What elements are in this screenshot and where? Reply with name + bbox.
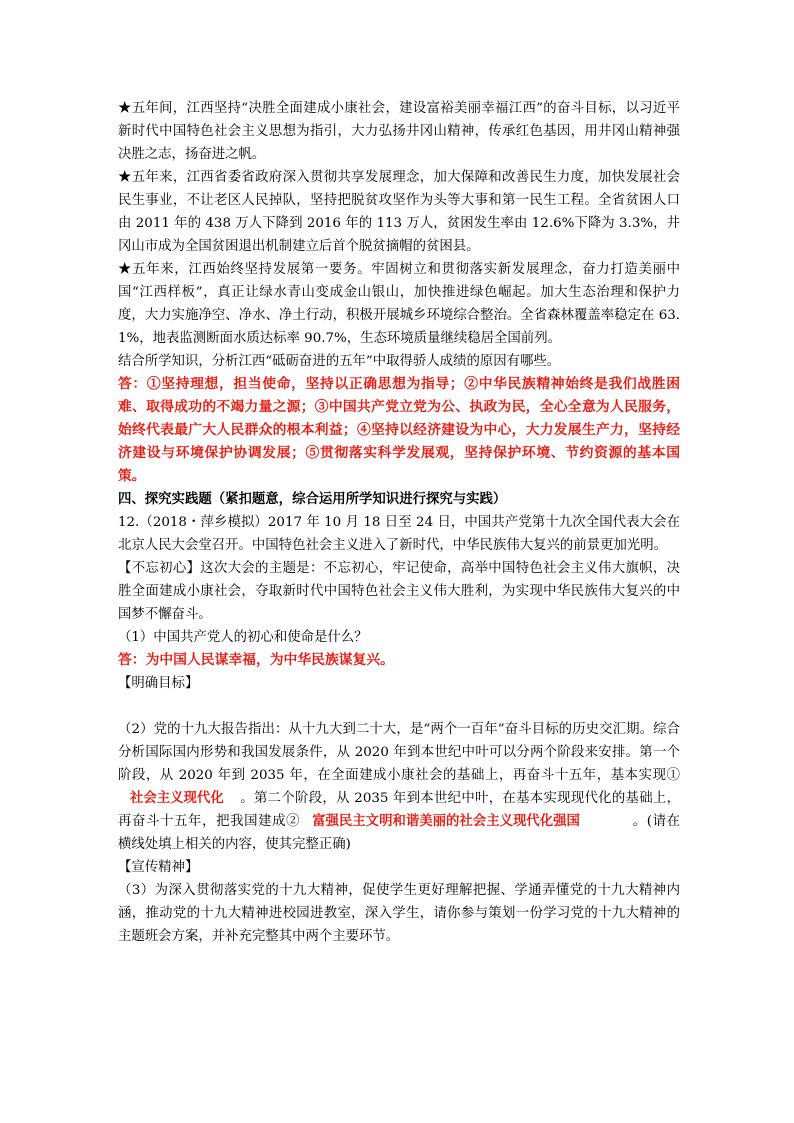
question-12-theme: 【不忘初心】这次大会的主题是：不忘初心，牢记使命，高举中国特色社会主义伟大旗帜，决胜全面建成小康社会，夺取新时代中国特色社会主义伟大胜利，为实现中华民族伟大复兴的中国梦不懈奋斗。 [118, 561, 680, 622]
question-prompt: 结合所学知识，分析江西“砥砺奋进的五年”中取得骄人成绩的原因有哪些。 [118, 354, 561, 369]
fill-blank-1-answer: 社会主义现代化 [130, 790, 224, 806]
sub-question-1: （1）中国共产党人的初心和使命是什么？ [118, 630, 368, 645]
sub-question-2-part-c: 。(请在横线处填上相关的内容，使其完整正确) [118, 814, 680, 852]
answer-block-1: 答：①坚持理想，担当使命，坚持以正确思想为指导；②中华民族精神始终是我们战胜困难、取得成功的不竭力量之源；③中国共产党立党为公、执政为民，全心全意为人民服务，始终代表最广大人民群众的根本利益；④坚持以经济建设为中心，大力发展生产力，坚持经济建设与环境保护协调发展；⑤贯彻落实科学发展观，坚持保护环境、节约资源的基本国策。 [118, 376, 680, 484]
blank-line [118, 695, 680, 718]
paragraph-poverty-alleviation: ★五年来，江西省委省政府深入贯彻共享发展理念，加大保障和改善民生力度，加快发展社会民生事业，不让老区人民掉队，坚持把脱贫攻坚作为头等大事和第一民生工程。全省贫困人口由 2011 年的 438 万人下降到 2016 年的 113 万人，贫困发生率由 12.6%下降为 3.3%，井冈山市成为全国贫困退出机制建立后首个脱贫摘帽的贫困县。 [118, 170, 680, 254]
fill-blank-2-answer: 富强民主文明和谐美丽的社会主义现代化强国 [312, 813, 580, 829]
sub-question-3: （3）为深入贯彻落实党的十九大精神，促使学生更好理解把握、学通弄懂党的十九大精神内涵，推动党的十九大精神进校园进教室，深入学生，请你参与策划一份学习党的十九大精神的主题班会方案，并补充完整其中两个主要环节。 [118, 883, 680, 944]
document-page [118, 97, 680, 948]
paragraph-five-years-spirit: ★五年间，江西坚持“决胜全面建成小康社会，建设富裕美丽幸福江西”的奋斗目标，以习近平新时代中国特色社会主义思想为指引，大力弘扬井冈山精神，传承红色基因，用井冈山精神强决胜之志，扬奋进之帆。 [118, 101, 680, 162]
sub-question-2 [118, 718, 680, 856]
section-heading-4: 四、探究实践题（紧扣题意，综合运用所学知识进行探究与实践） [118, 491, 507, 507]
section-label-goal: 【明确目标】 [118, 676, 199, 691]
sub-question-2-part-b: 。第二个阶段，从 2035 年到本世纪中叶，在基本实现现代化的基础上，再奋斗十五年，把我国建成② [118, 791, 680, 829]
paragraph-green-development: ★五年来，江西始终坚持发展第一要务。牢固树立和贯彻落实新发展理念，奋力打造美丽中国“江西样板”，真正让绿水青山变成金山银山，加快推进绿色崛起。加大生态治理和保护力度，大力实施净空、净水、净土行动，积极开展城乡环境综合整治。全省森林覆盖率稳定在 63.1%，地表监测断面水质达标率 90.7%，生态环境质量继续稳居全国前列。 [118, 262, 680, 346]
answer-block-2: 答：为中国人民谋幸福，为中华民族谋复兴。 [118, 652, 394, 668]
question-12-intro: 12.（2018・萍乡模拟）2017 年 10 月 18 日至 24 日，中国共产党第十九次全国代表大会在北京人民大会堂召开。中国特色社会主义进入了新时代，中华民族伟大复兴的前景更加光明。 [118, 515, 680, 553]
sub-question-2-part-a: （2）党的十九大报告指出：从十九大到二十大，是“两个一百年”奋斗目标的历史交汇期。综合分析国际国内形势和我国发展条件，从 2020 年到本世纪中叶可以分两个阶段来安排。第一个阶段，从 2020 年到 2035 年，在全面建成小康社会的基础上，再奋斗十五年，基本实现① [118, 722, 680, 783]
section-label-promote: 【宣传精神】 [118, 860, 199, 875]
